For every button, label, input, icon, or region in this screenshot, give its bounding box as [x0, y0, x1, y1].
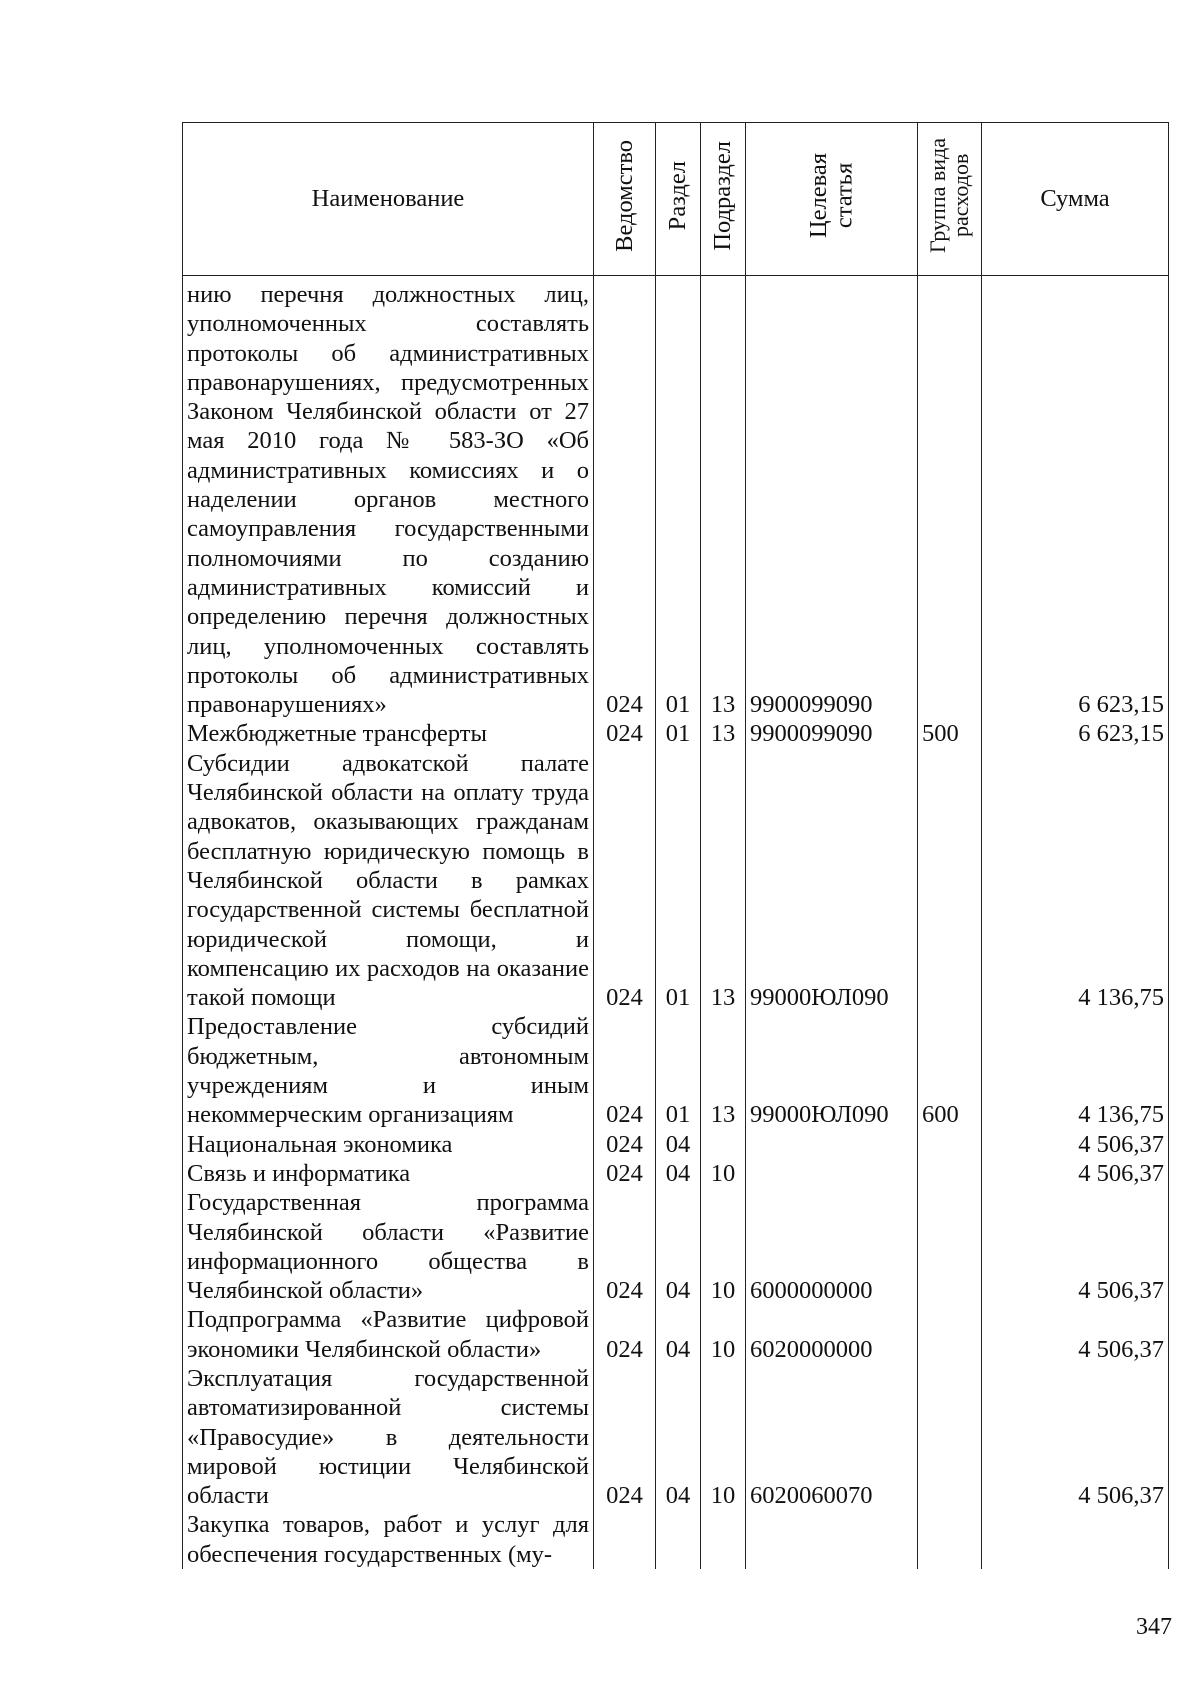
row-expense-group: 600 — [918, 1012, 982, 1129]
header-expense-group — [918, 123, 982, 276]
row-section: 04 — [656, 1364, 701, 1510]
header-group-line2: расходов — [948, 153, 974, 238]
row-department: 024 — [594, 1364, 656, 1510]
row-target-article: 6000000000 — [746, 1188, 918, 1305]
row-name: нию перечня должностных лиц, уполномоченных составлять протоколы об административных правонарушениях, предусмотренных Законом Челябинской области от 27 мая 2010 года № 583-ЗО «Об административных комиссиях и о наделении органов местного самоуправления государственными полномочиями по созданию административных комиссий и определению перечня должностных лиц, уполномоченных составлять протоколы об административных правонарушениях» — [183, 276, 594, 720]
row-subsection — [701, 1510, 746, 1569]
row-expense-group — [918, 1130, 982, 1159]
row-section: 01 — [656, 1012, 701, 1129]
row-subsection — [701, 1130, 746, 1159]
row-subsection: 13 — [701, 276, 746, 720]
row-target-article: 99000ЮЛ090 — [746, 749, 918, 1013]
row-subsection: 10 — [701, 1364, 746, 1510]
row-target-article: 6020000000 — [746, 1305, 918, 1364]
table-row — [183, 1188, 1169, 1305]
row-name: Закупка товаров, работ и услуг для обеспечения государственных (му- — [183, 1510, 594, 1569]
row-section: 01 — [656, 719, 701, 748]
table-row — [183, 1364, 1169, 1510]
row-expense-group — [918, 1188, 982, 1305]
row-sum: 4 506,37 — [982, 1188, 1169, 1305]
row-department: 024 — [594, 1188, 656, 1305]
row-name: Субсидии адвокатской палате Челябинской области на оплату труда адвокатов, оказывающих гражданам бесплатную юридическую помощь в Челябинской области в рамках государственной системы бесплатной юридической помощи, и компенсацию их расходов на оказание такой помощи — [183, 749, 594, 1013]
row-sum: 6 623,15 — [982, 276, 1169, 720]
row-name: Связь и информатика — [183, 1159, 594, 1188]
row-expense-group — [918, 1364, 982, 1510]
header-section: Раздел — [656, 123, 701, 276]
table-row — [183, 719, 1169, 748]
row-subsection: 10 — [701, 1305, 746, 1364]
row-section: 01 — [656, 276, 701, 720]
row-subsection: 10 — [701, 1159, 746, 1188]
header-subsection: Подраздел — [701, 123, 746, 276]
row-name: Подпрограмма «Развитие цифровой экономики Челябинской области» — [183, 1305, 594, 1364]
row-department: 024 — [594, 1305, 656, 1364]
row-expense-group — [918, 749, 982, 1013]
row-section: 01 — [656, 749, 701, 1013]
row-section: 04 — [656, 1159, 701, 1188]
row-name: Межбюджетные трансферты — [183, 719, 594, 748]
header-name: Наименование — [183, 123, 594, 276]
header-target-article — [746, 123, 918, 276]
header-sum: Сумма — [982, 123, 1169, 276]
row-name: Национальная экономика — [183, 1130, 594, 1159]
row-section — [656, 1510, 701, 1569]
row-sum: 6 623,15 — [982, 719, 1169, 748]
row-subsection: 13 — [701, 749, 746, 1013]
row-department: 024 — [594, 1130, 656, 1159]
row-section: 04 — [656, 1188, 701, 1305]
header-group-line1: Группа вида — [925, 138, 951, 253]
row-department: 024 — [594, 1012, 656, 1129]
row-sum: 4 506,37 — [982, 1159, 1169, 1188]
table-row — [183, 1012, 1169, 1129]
budget-table — [182, 122, 1169, 1569]
row-sum — [982, 1510, 1169, 1569]
header-row — [183, 123, 1169, 276]
row-department: 024 — [594, 276, 656, 720]
row-department — [594, 1510, 656, 1569]
row-sum: 4 136,75 — [982, 749, 1169, 1013]
table-row — [183, 1159, 1169, 1188]
row-name: Государственная программа Челябинской области «Развитие информационного общества в Челябинской области» — [183, 1188, 594, 1305]
table-row — [183, 749, 1169, 1013]
row-sum: 4 506,37 — [982, 1364, 1169, 1510]
row-target-article: 6020060070 — [746, 1364, 918, 1510]
row-target-article: 9900099090 — [746, 719, 918, 748]
row-name: Предоставление субсидий бюджетным, автономным учреждениям и иным некоммерческим организациям — [183, 1012, 594, 1129]
row-department: 024 — [594, 1159, 656, 1188]
table-row — [183, 1130, 1169, 1159]
row-expense-group — [918, 1159, 982, 1188]
row-target-article: 99000ЮЛ090 — [746, 1012, 918, 1129]
row-target-article: 9900099090 — [746, 276, 918, 720]
row-name: Эксплуатация государственной автоматизированной системы «Правосудие» в деятельности мировой юстиции Челябинской области — [183, 1364, 594, 1510]
row-target-article — [746, 1159, 918, 1188]
row-target-article — [746, 1130, 918, 1159]
row-subsection: 13 — [701, 719, 746, 748]
header-target-line2: статья — [830, 162, 858, 229]
row-section: 04 — [656, 1305, 701, 1364]
table-row — [183, 1510, 1169, 1569]
header-department: Ведомство — [594, 123, 656, 276]
row-target-article — [746, 1510, 918, 1569]
row-sum: 4 506,37 — [982, 1305, 1169, 1364]
row-sum: 4 506,37 — [982, 1130, 1169, 1159]
table-row — [183, 1305, 1169, 1364]
row-subsection: 13 — [701, 1012, 746, 1129]
row-expense-group — [918, 276, 982, 720]
row-expense-group — [918, 1510, 982, 1569]
row-expense-group: 500 — [918, 719, 982, 748]
row-subsection: 10 — [701, 1188, 746, 1305]
page-number: 347 — [1136, 1614, 1172, 1640]
table-row — [183, 276, 1169, 720]
header-target-line1: Целевая — [804, 152, 832, 239]
row-department: 024 — [594, 719, 656, 748]
row-section: 04 — [656, 1130, 701, 1159]
row-expense-group — [918, 1305, 982, 1364]
row-sum: 4 136,75 — [982, 1012, 1169, 1129]
row-department: 024 — [594, 749, 656, 1013]
